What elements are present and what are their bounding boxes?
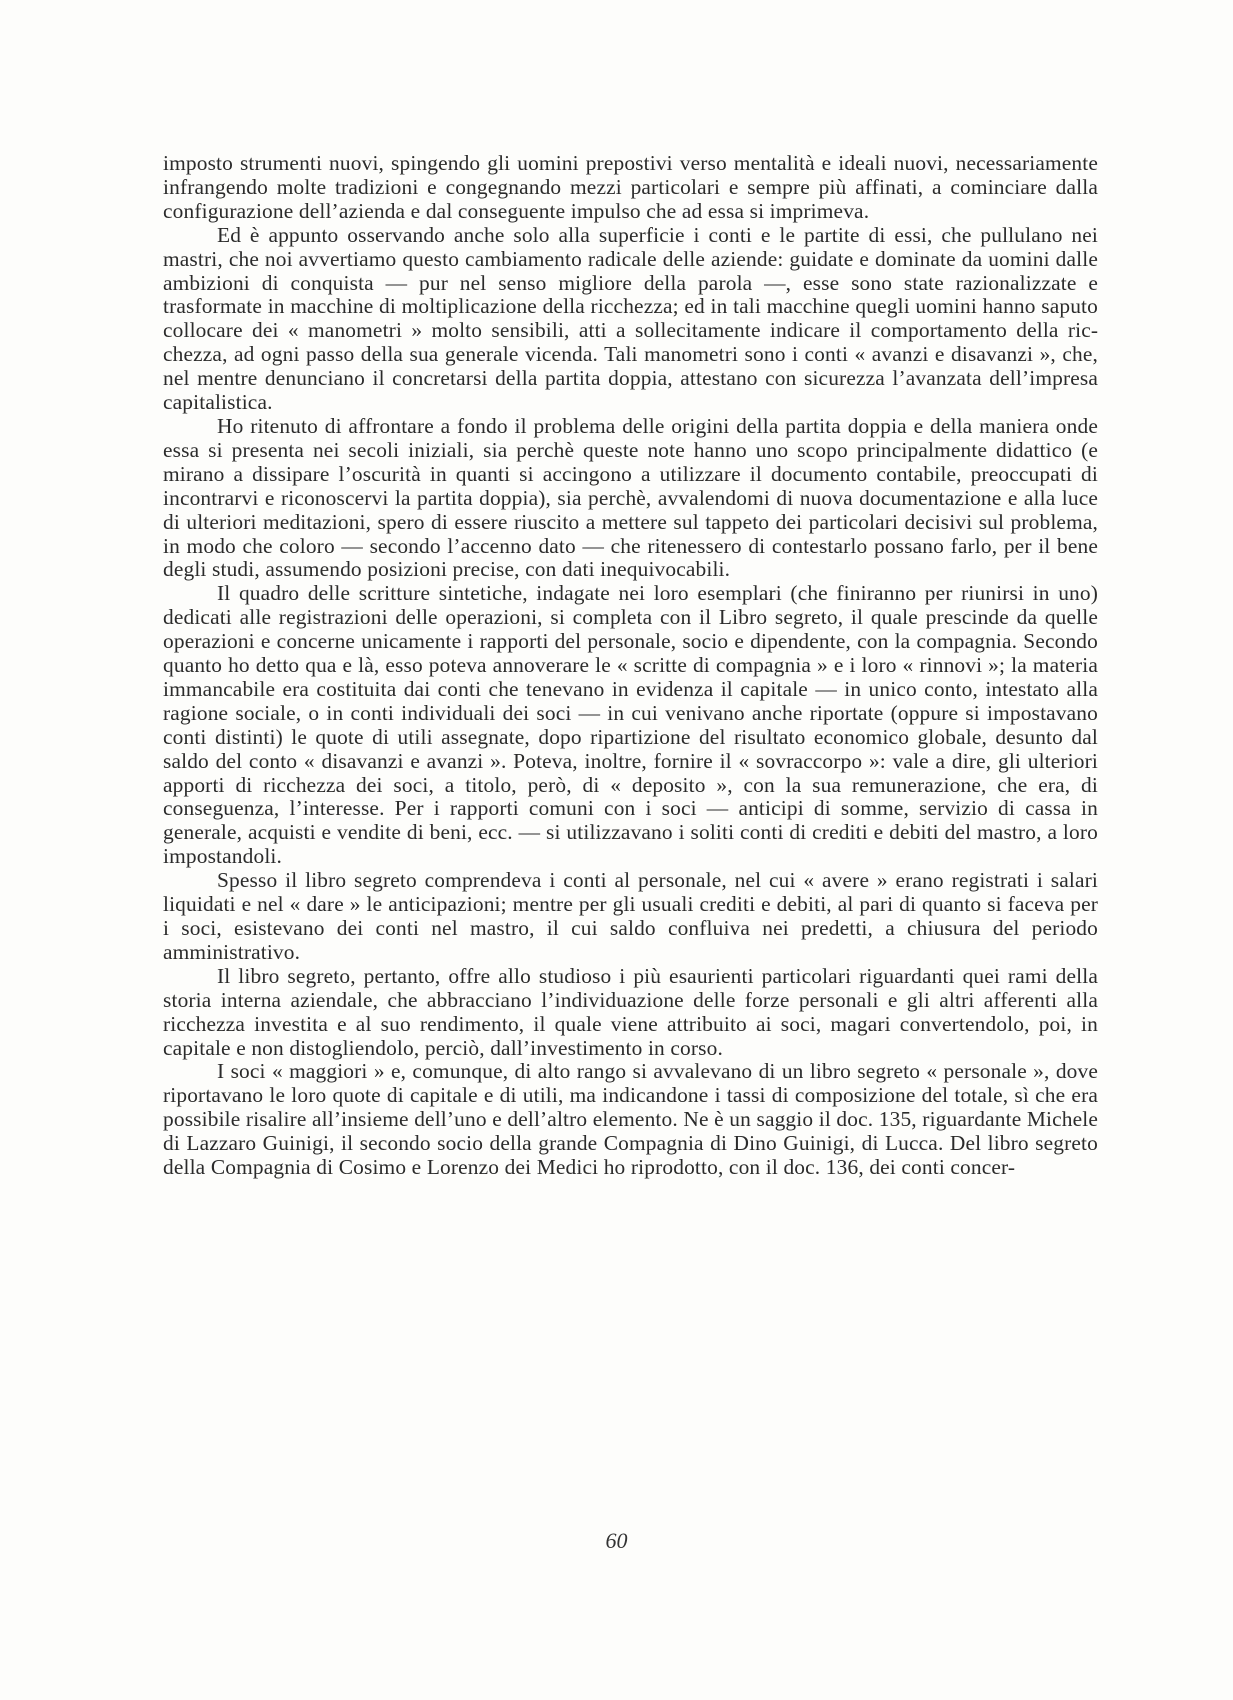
paragraph-partita-doppia: Ho ritenuto di affrontare a fondo il problema delle origini della partita doppia e della maniera onde essa si presenta nei secoli iniziali, sia perchè queste note hanno uno scopo principalmente didattico (e mirano a dissipare l’oscurità in quanti si accingono a utilizzare il documento contabile, preoccupati di incontrarvi e riconoscervi la partita doppia), sia perchè, avvalendomi di nuova documentazione e alla luce di ulteriori meditazioni, spero di essere riuscito a mettere sul tappeto dei particolari decisivi sul problema, in modo che coloro — secondo l’accenno dato — che ritenessero di contestarlo possano farlo, per il bene degli studi, assumendo posizioni precise, con dati inequivocabili. xyxy=(163,413,1098,582)
paragraph-manometri: Ed è appunto osservando anche solo alla superficie i conti e le partite di essi, che pullulano nei mastri, che noi avvertiamo questo cambiamento radicale delle aziende: guidate e dominate da uomini dalle ambizioni di conquista — pur nel senso migliore della parola —, esse sono state razionalizzate e trasformate in macchine di moltiplicazione della ricchezza; ed in tali macchine quegli uomini hanno saputo collocare dei « manometri » molto sensibili, atti a sollecitamente indicare il comportamento della ricchezza, ad ogni passo della sua generale vicenda. Tali manometri sono i conti « avanzi e disavanzi », che, nel mentre denunciano il concretarsi della partita doppia, attestano con sicurezza l’avanzata dell’impresa capitalistica. xyxy=(163,222,1098,415)
body-text xyxy=(163,152,1098,1180)
paragraph-libro-segreto: Il quadro delle scritture sintetiche, indagate nei loro esemplari (che finiranno per riunirsi in uno) dedicati alle registrazioni delle operazioni, si completa con il Libro segreto, il quale prescinde da quelle operazioni e concerne unicamente i rapporti del personale, socio e dipendente, con la compagnia. Secondo quanto ho detto qua e là, esso poteva annoverare le « scritte di compagnia » e i loro « rinnovi »; la materia immancabile era costituita dai conti che tenevano in evidenza il capitale — in unico conto, intestato alla ragione sociale, o in conti individuali dei soci — in cui venivano anche riportate (oppure si impostavano conti distinti) le quote di utili assegnate, dopo ripartizione del risultato economico globale, desunto dal saldo del conto « disavanzi e avanzi ». Poteva, inoltre, fornire il « sovraccorpo »: vale a dire, gli ulteriori apporti di ricchezza dei soci, a titolo, però, di « deposito », con la sua remunerazione, che era, di conseguenza, l’interesse. Per i rapporti comuni con i soci — anticipi di somme, servizio di cassa in generale, acquisti e vendite di beni, ecc. — si utilizzavano i soliti conti di crediti e debiti del mastro, a loro impostandoli. xyxy=(163,581,1098,869)
paragraph-soci-maggiori: I soci « maggiori » e, comunque, di alto rango si avvalevano di un libro segreto « personale », dove riportavano le loro quote di capitale e di utili, ma indicandone i tassi di composizione del totale, sì che era possibile risalire all’insieme dell’uno e dell’altro elemento. Ne è un saggio il doc. 135, riguardante Michele di Lazzaro Guinigi, il secondo socio della grande Compagnia di Dino Guinigi, di Lucca. Del libro segreto della Compagnia di Cosimo e Lorenzo dei Medici ho riprodotto, con il doc. 136, dei conti concer- xyxy=(163,1059,1098,1180)
paragraph-storia-interna: Il libro segreto, pertanto, offre allo studioso i più esaurienti particolari riguardanti quei rami della storia interna aziendale, che abbracciano l’individuazione delle forze personali e gli altri afferenti alla ricchezza investita e al suo rendimento, il quale viene attribuito ai soci, magari convertendolo, poi, in capitale e non distogliendolo, perciò, dall’investimento in corso. xyxy=(163,963,1098,1060)
paragraph-conti-personale: Spesso il libro segreto comprendeva i conti al personale, nel cui « avere » erano registrati i salari liquidati e nel « dare » le anticipazioni; mentre per gli usuali crediti e debiti, al pari di quanto si faceva per i soci, esistevano dei conti nel mastro, il cui saldo confluiva nei predetti, a chiusura del periodo amministrativo. xyxy=(163,868,1098,964)
paragraph-continuation: imposto strumenti nuovi, spingendo gli uomini prepostivi verso mentalità e ideali nuovi, necessariamente infrangendo molte tradizioni e congegnando mezzi particolari e sempre più affinati, a cominciare dalla configurazione dell’azienda e dal conseguente impulso che ad essa si imprimeva. xyxy=(163,151,1098,223)
page-number: 60 xyxy=(605,1528,628,1553)
